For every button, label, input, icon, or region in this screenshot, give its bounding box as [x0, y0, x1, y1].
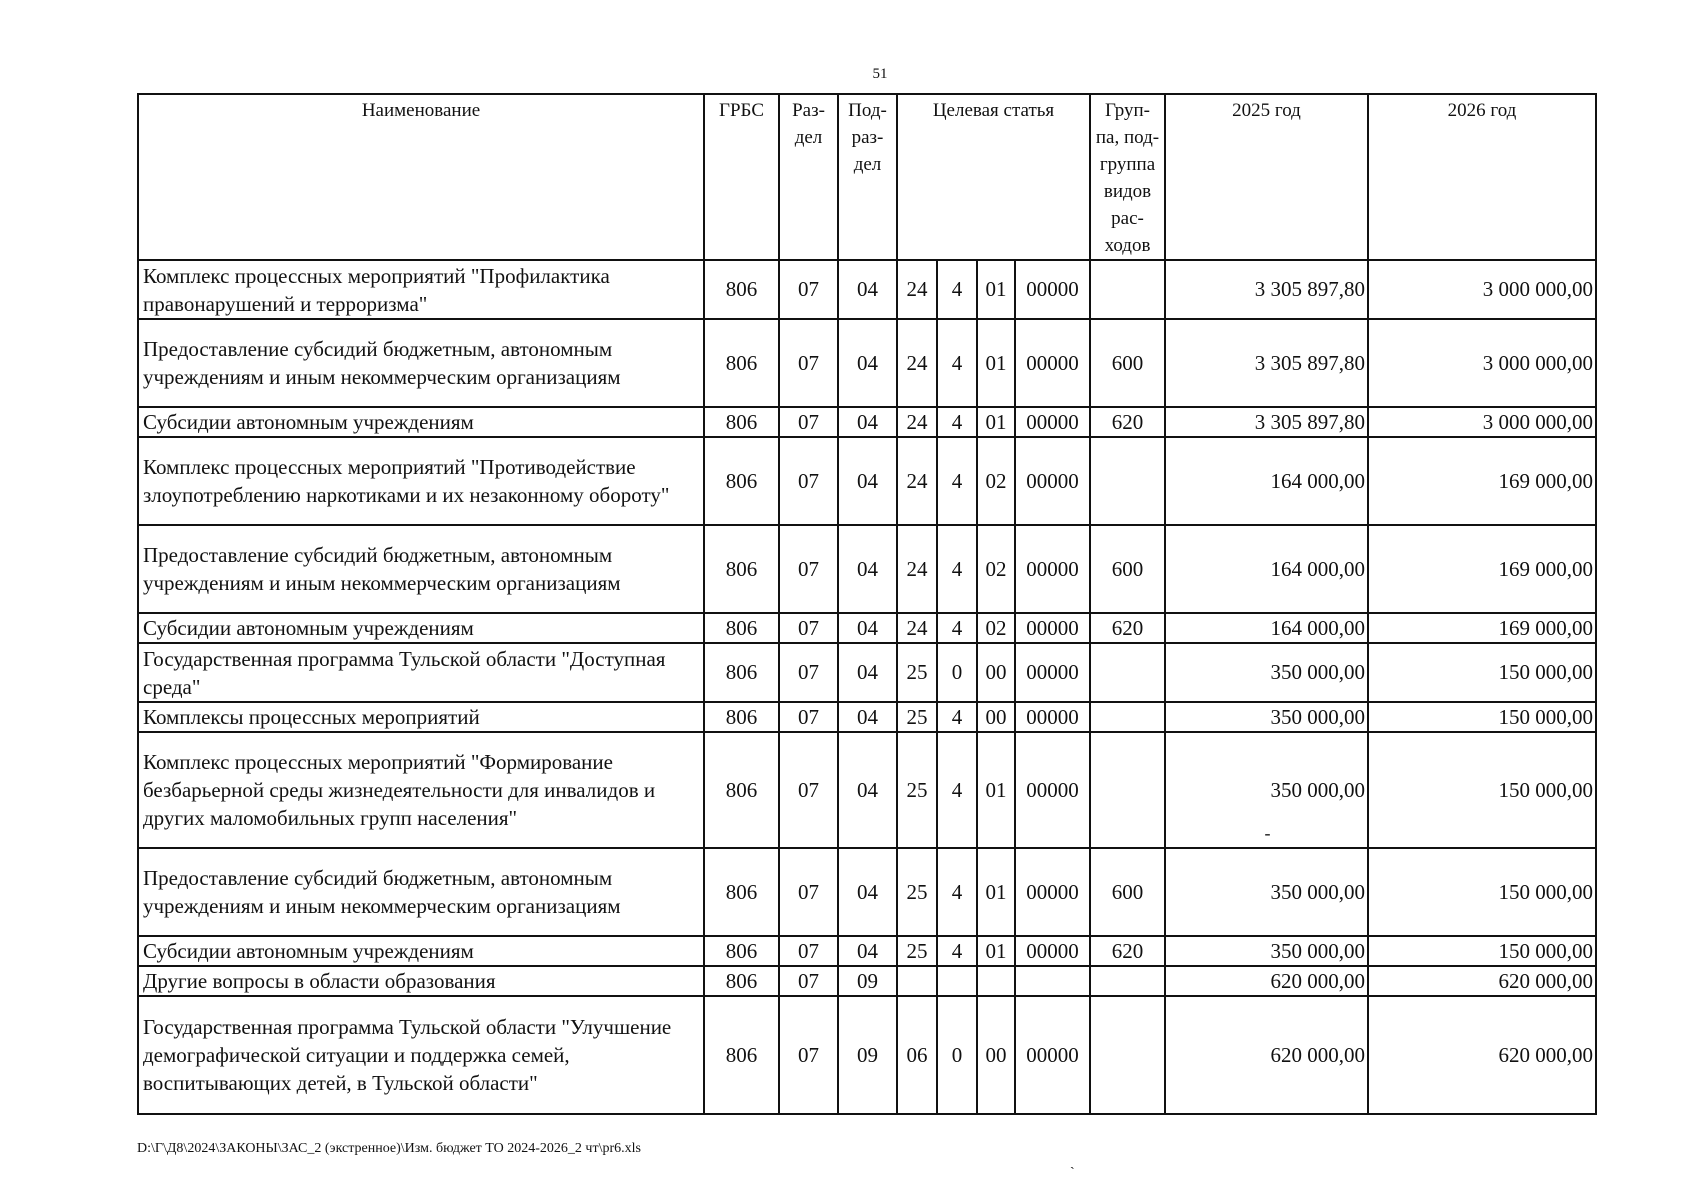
table-row — [138, 936, 1596, 966]
row-target-2: 4 — [937, 848, 977, 936]
table-row — [138, 613, 1596, 643]
row-name: Субсидии автономным учреждениям — [138, 613, 704, 643]
row-target-1: 25 — [897, 848, 937, 936]
row-name: Субсидии автономным учреждениям — [138, 936, 704, 966]
row-target-3: 01 — [977, 260, 1015, 319]
row-name: Предоставление субсидий бюджетным, автономным учреждениям и иным некоммерческим организациям — [138, 319, 704, 407]
row-name: Комплексы процессных мероприятий — [138, 702, 704, 732]
row-grbs: 806 — [704, 407, 779, 437]
row-target-2: 4 — [937, 702, 977, 732]
row-target-3: 00 — [977, 643, 1015, 702]
row-2025: 350 000,00 — [1165, 643, 1368, 702]
row-name: Комплекс процессных мероприятий "Формирование безбарьерной среды жизнедеятельности для инвалидов и других маломобильных групп населения" — [138, 732, 704, 848]
row-podrazdel: 04 — [838, 437, 897, 525]
row-grbs: 806 — [704, 643, 779, 702]
row-2025: 164 000,00 — [1165, 613, 1368, 643]
row-target-3: 02 — [977, 613, 1015, 643]
row-name: Субсидии автономным учреждениям — [138, 407, 704, 437]
row-2026: 620 000,00 — [1368, 966, 1596, 996]
header-name: Наименование — [138, 94, 704, 260]
row-2025: 164 000,00 — [1165, 525, 1368, 613]
header-expense-group: Груп- па, под- группа видов рас- ходов — [1090, 94, 1165, 260]
row-target-1: 25 — [897, 936, 937, 966]
row-grbs: 806 — [704, 966, 779, 996]
row-2025: 620 000,00 — [1165, 996, 1368, 1114]
row-2026: 150 000,00 — [1368, 936, 1596, 966]
row-target-3: 01 — [977, 848, 1015, 936]
row-2025: 3 305 897,80 — [1165, 260, 1368, 319]
row-target-2: 4 — [937, 936, 977, 966]
row-expense-group — [1090, 260, 1165, 319]
row-target-4: 00000 — [1015, 643, 1090, 702]
row-grbs: 806 — [704, 319, 779, 407]
row-target-4: 00000 — [1015, 525, 1090, 613]
row-grbs: 806 — [704, 936, 779, 966]
row-target-2: 0 — [937, 996, 977, 1114]
row-2026: 3 000 000,00 — [1368, 260, 1596, 319]
row-target-1: 24 — [897, 319, 937, 407]
row-name: Государственная программа Тульской области "Улучшение демографической ситуации и поддержка семей, воспитывающих детей, в Тульской области" — [138, 996, 704, 1114]
row-name: Комплекс процессных мероприятий "Противодействие злоупотреблению наркотиками и их незаконному обороту" — [138, 437, 704, 525]
row-target-1: 24 — [897, 437, 937, 525]
stray-mark: ˏ — [1070, 1155, 1075, 1170]
header-grbs: ГРБС — [704, 94, 779, 260]
row-target-3: 02 — [977, 437, 1015, 525]
row-target-3: 00 — [977, 996, 1015, 1114]
row-target-4 — [1015, 966, 1090, 996]
row-target-1: 24 — [897, 260, 937, 319]
row-podrazdel: 04 — [838, 848, 897, 936]
header-razdel: Раз- дел — [779, 94, 838, 260]
row-expense-group — [1090, 643, 1165, 702]
row-expense-group — [1090, 732, 1165, 848]
row-razdel: 07 — [779, 966, 838, 996]
row-razdel: 07 — [779, 525, 838, 613]
row-razdel: 07 — [779, 996, 838, 1114]
row-target-4: 00000 — [1015, 996, 1090, 1114]
row-2026: 3 000 000,00 — [1368, 407, 1596, 437]
table-row — [138, 437, 1596, 525]
row-podrazdel: 09 — [838, 996, 897, 1114]
row-target-1: 25 — [897, 732, 937, 848]
budget-table — [137, 93, 1597, 1115]
row-target-3: 00 — [977, 702, 1015, 732]
row-grbs: 806 — [704, 260, 779, 319]
row-podrazdel: 04 — [838, 936, 897, 966]
row-target-3: 02 — [977, 525, 1015, 613]
table-row — [138, 260, 1596, 319]
table-row — [138, 996, 1596, 1114]
row-target-4: 00000 — [1015, 319, 1090, 407]
row-podrazdel: 04 — [838, 525, 897, 613]
table-row — [138, 732, 1596, 848]
row-podrazdel: 04 — [838, 319, 897, 407]
row-target-4: 00000 — [1015, 613, 1090, 643]
row-target-1: 24 — [897, 407, 937, 437]
row-razdel: 07 — [779, 936, 838, 966]
row-razdel: 07 — [779, 260, 838, 319]
row-razdel: 07 — [779, 407, 838, 437]
row-target-3: 01 — [977, 319, 1015, 407]
row-name: Предоставление субсидий бюджетным, автономным учреждениям и иным некоммерческим организациям — [138, 525, 704, 613]
row-2025: 620 000,00 — [1165, 966, 1368, 996]
row-target-4: 00000 — [1015, 702, 1090, 732]
row-2025: 3 305 897,80 — [1165, 407, 1368, 437]
row-target-4: 00000 — [1015, 437, 1090, 525]
row-2026: 620 000,00 — [1368, 996, 1596, 1114]
row-2026: 150 000,00 — [1368, 643, 1596, 702]
row-razdel: 07 — [779, 732, 838, 848]
row-podrazdel: 04 — [838, 732, 897, 848]
row-2025-cell: 350 000,00 - — [1165, 732, 1368, 848]
row-target-3 — [977, 966, 1015, 996]
row-expense-group: 620 — [1090, 613, 1165, 643]
table-header-row — [138, 94, 1596, 260]
row-name: Государственная программа Тульской области "Доступная среда" — [138, 643, 704, 702]
row-2026: 150 000,00 — [1368, 732, 1596, 848]
row-2025: 3 305 897,80 — [1165, 319, 1368, 407]
header-target-article: Целевая статья — [897, 94, 1090, 260]
row-target-2: 4 — [937, 732, 977, 848]
row-expense-group — [1090, 702, 1165, 732]
row-2025: 350 000,00 — [1165, 848, 1368, 936]
row-target-4: 00000 — [1015, 407, 1090, 437]
row-target-2 — [937, 966, 977, 996]
row-podrazdel: 04 — [838, 260, 897, 319]
row-target-3: 01 — [977, 936, 1015, 966]
row-expense-group — [1090, 996, 1165, 1114]
row-target-4: 00000 — [1015, 936, 1090, 966]
row-razdel: 07 — [779, 613, 838, 643]
row-2026: 150 000,00 — [1368, 848, 1596, 936]
header-2026: 2026 год — [1368, 94, 1596, 260]
table-row — [138, 407, 1596, 437]
header-podrazdel: Под- раз- дел — [838, 94, 897, 260]
row-grbs: 806 — [704, 996, 779, 1114]
row-grbs: 806 — [704, 732, 779, 848]
row-target-1: 06 — [897, 996, 937, 1114]
row-grbs: 806 — [704, 848, 779, 936]
row-2025: 350 000,00 — [1165, 936, 1368, 966]
row-razdel: 07 — [779, 848, 838, 936]
row-2026: 169 000,00 — [1368, 437, 1596, 525]
row-razdel: 07 — [779, 437, 838, 525]
row-target-1: 24 — [897, 613, 937, 643]
row-2026: 169 000,00 — [1368, 525, 1596, 613]
row-expense-group — [1090, 437, 1165, 525]
table-row — [138, 643, 1596, 702]
row-2026: 150 000,00 — [1368, 702, 1596, 732]
table-row — [138, 966, 1596, 996]
row-target-2: 0 — [937, 643, 977, 702]
row-target-1: 25 — [897, 702, 937, 732]
row-target-3: 01 — [977, 732, 1015, 848]
table-row — [138, 319, 1596, 407]
row-2025: 350 000,00 — [1270, 777, 1365, 802]
row-target-1 — [897, 966, 937, 996]
row-target-4: 00000 — [1015, 848, 1090, 936]
row-target-4: 00000 — [1015, 732, 1090, 848]
row-target-2: 4 — [937, 260, 977, 319]
row-expense-group: 620 — [1090, 407, 1165, 437]
page-number: 51 — [872, 66, 888, 82]
row-2026: 3 000 000,00 — [1368, 319, 1596, 407]
row-razdel: 07 — [779, 319, 838, 407]
row-razdel: 07 — [779, 702, 838, 732]
row-name: Предоставление субсидий бюджетным, автономным учреждениям и иным некоммерческим организациям — [138, 848, 704, 936]
row-expense-group: 600 — [1090, 319, 1165, 407]
row-grbs: 806 — [704, 525, 779, 613]
row-grbs: 806 — [704, 702, 779, 732]
row-target-1: 25 — [897, 643, 937, 702]
row-target-3: 01 — [977, 407, 1015, 437]
row-name: Другие вопросы в области образования — [138, 966, 704, 996]
row-2026: 169 000,00 — [1368, 613, 1596, 643]
row-expense-group: 620 — [1090, 936, 1165, 966]
row-expense-group — [1090, 966, 1165, 996]
row-grbs: 806 — [704, 437, 779, 525]
row-name: Комплекс процессных мероприятий "Профилактика правонарушений и терроризма" — [138, 260, 704, 319]
row-grbs: 806 — [704, 613, 779, 643]
row-target-2: 4 — [937, 613, 977, 643]
row-target-4: 00000 — [1015, 260, 1090, 319]
row-razdel: 07 — [779, 643, 838, 702]
row-podrazdel: 09 — [838, 966, 897, 996]
table-row — [138, 702, 1596, 732]
row-podrazdel: 04 — [838, 613, 897, 643]
row-expense-group: 600 — [1090, 848, 1165, 936]
row-2025: 164 000,00 — [1165, 437, 1368, 525]
header-2025: 2025 год — [1165, 94, 1368, 260]
row-target-1: 24 — [897, 525, 937, 613]
file-path-footer: D:\Г\Д8\2024\ЗАКОНЫ\ЗАС_2 (экстренное)\Изм. бюджет ТО 2024-2026_2 чт\pr6.xls — [137, 1141, 641, 1156]
row-target-2: 4 — [937, 319, 977, 407]
table-row — [138, 848, 1596, 936]
row-podrazdel: 04 — [838, 643, 897, 702]
row-target-2: 4 — [937, 437, 977, 525]
row-target-2: 4 — [937, 407, 977, 437]
row-target-2: 4 — [937, 525, 977, 613]
row-podrazdel: 04 — [838, 407, 897, 437]
row-2025: 350 000,00 — [1165, 702, 1368, 732]
table-row — [138, 525, 1596, 613]
row-podrazdel: 04 — [838, 702, 897, 732]
row-expense-group: 600 — [1090, 525, 1165, 613]
